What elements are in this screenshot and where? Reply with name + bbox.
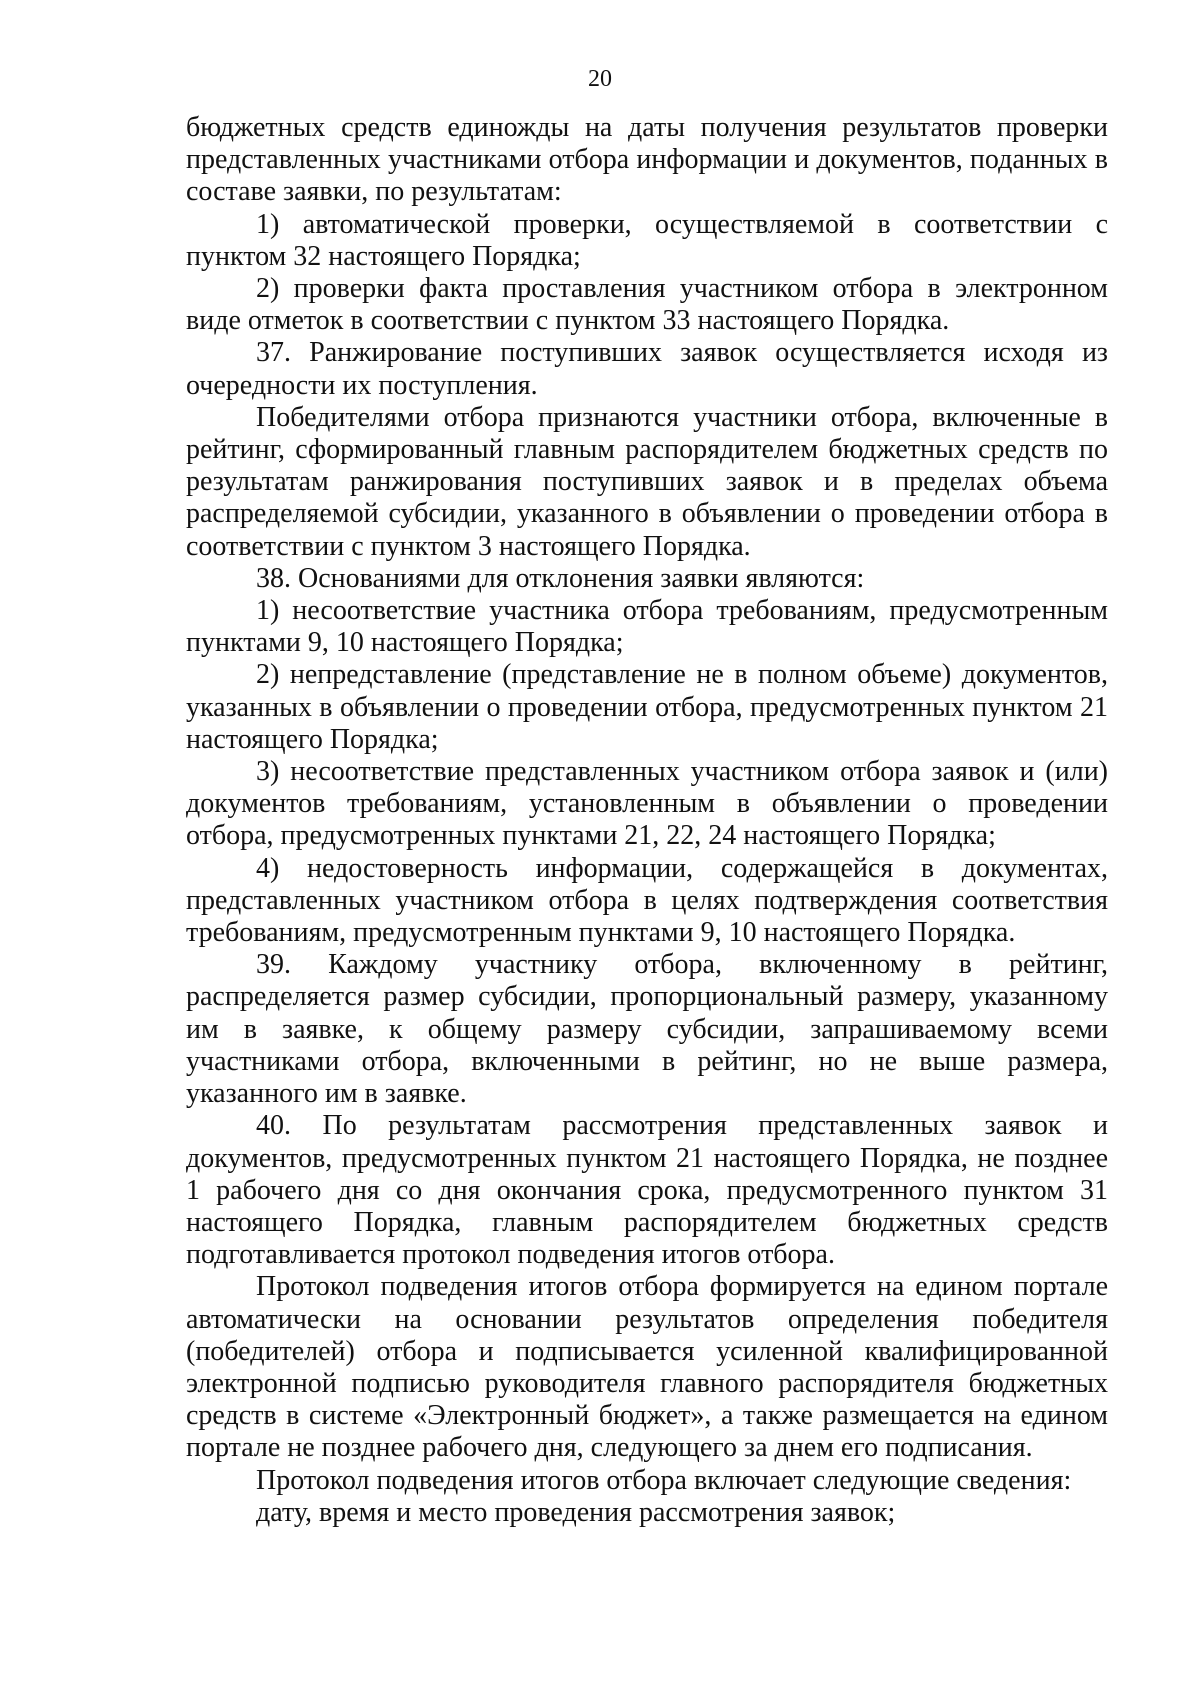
paragraph-item-2-mark-check: 2) проверки факта проставления участником отбора в электронном виде отметок в соответствии с пунктом 33 настоящего Порядка. — [186, 273, 1108, 337]
paragraph-clause-38: 38. Основаниями для отклонения заявки являются: — [256, 562, 865, 594]
paragraph-item-1-auto-check: 1) автоматической проверки, осуществляемой в соответствии с пунктом 32 настоящего Порядка; — [186, 208, 1108, 272]
document-body — [186, 112, 1108, 1529]
paragraph-rejection-4: 4) недостоверность информации, содержащейся в документах, представленных участником отбора в целях подтверждения соответствия требованиям, предусмотренным пунктами 9, 10 настоящего Порядка. — [186, 852, 1108, 949]
page-number: 20 — [588, 66, 612, 92]
paragraph-continuation: бюджетных средств единожды на даты получения результатов проверки представленных участниками отбора информации и документов, поданных в составе заявки, по результатам: — [186, 112, 1108, 208]
paragraph-winners: Победителями отбора признаются участники отбора, включенные в рейтинг, сформированный главным распорядителем бюджетных средств по результатам ранжирования поступивших заявок и в пределах объема распределяемой субсидии, указанного в объявлении о проведении отбора в соответствии с пунктом 3 настоящего Порядка. — [186, 401, 1108, 562]
paragraph-protocol-contents: Протокол подведения итогов отбора включает следующие сведения: — [256, 1464, 1072, 1496]
paragraph-protocol-formation: Протокол подведения итогов отбора формируется на едином портале автоматически на основании результатов определения победителя (победителей) отбора и подписывается усиленной квалифицированной электронной подписью руководителя главного распорядителя бюджетных средств в системе «Электронный бюджет», а также размещается на едином портале не позднее рабочего дня, следующего за днем его подписания. — [186, 1271, 1108, 1464]
paragraph-clause-37: 37. Ранжирование поступивших заявок осуществляется исходя из очередности их поступления. — [186, 337, 1108, 401]
paragraph-rejection-1: 1) несоответствие участника отбора требованиям, предусмотренным пунктами 9, 10 настоящего Порядка; — [186, 595, 1108, 659]
paragraph-clause-39: 39. Каждому участнику отбора, включенному в рейтинг, распределяется размер субсидии, пропорциональный размеру, указанному им в заявке, к общему размеру субсидии, запрашиваемому всеми участниками отбора, включенными в рейтинг, но не выше размера, указанного им в заявке. — [186, 949, 1108, 1110]
paragraph-rejection-2: 2) непредставление (представление не в полном объеме) документов, указанных в объявлении о проведении отбора, предусмотренных пунктом 21 настоящего Порядка; — [186, 659, 1108, 755]
paragraph-rejection-3: 3) несоответствие представленных участником отбора заявок и (или) документов требованиям, установленным в объявлении о проведении отбора, предусмотренных пунктами 21, 22, 24 настоящего Порядка; — [186, 756, 1108, 852]
paragraph-clause-40: 40. По результатам рассмотрения представленных заявок и документов, предусмотренных пунктом 21 настоящего Порядка, не позднее 1 рабочего дня со дня окончания срока, предусмотренного пунктом 31 настоящего Порядка, главным распорядителем бюджетных средств подготавливается протокол подведения итогов отбора. — [186, 1110, 1108, 1271]
paragraph-protocol-date-item: дату, время и место проведения рассмотрения заявок; — [256, 1496, 896, 1528]
